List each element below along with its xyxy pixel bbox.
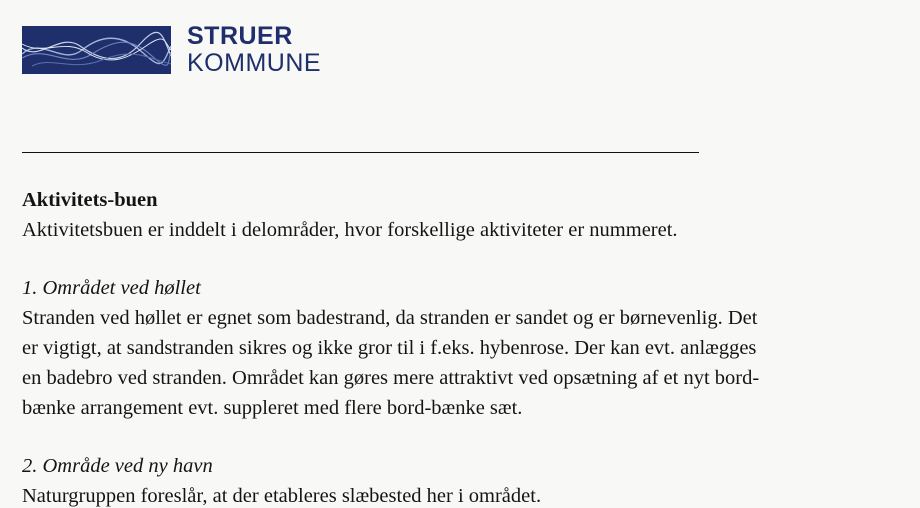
document-body	[22, 185, 892, 508]
logo-line-struer: STRUER	[187, 22, 293, 50]
section-1-line: bænke arrangement evt. suppleret med flere bord-bænke sæt.	[22, 397, 523, 419]
section-1-line: Stranden ved høllet er egnet som badestrand, da stranden er sandet og er børnevenlig. Det	[22, 307, 758, 329]
section-1-paragraph	[22, 303, 892, 423]
logo-line-kommune: KOMMUNE	[187, 49, 322, 77]
section-1-line: en badebro ved stranden. Området kan gøres mere attraktivt ved opsætning af et nyt bord-	[22, 367, 760, 389]
intro-paragraph: Aktivitetsbuen er inddelt i delområder, hvor forskellige aktiviteter er nummeret.	[22, 219, 678, 241]
section-2-line: Naturgruppen foreslår, at der etableres slæbested her i området.	[22, 485, 542, 507]
document-title: Aktivitets-buen	[22, 189, 158, 211]
struer-kommune-logo	[22, 24, 321, 76]
header-divider	[22, 152, 699, 153]
wave-logo-icon	[22, 26, 171, 74]
section-1-heading: 1. Området ved høllet	[22, 277, 201, 299]
section-2-heading: 2. Område ved ny havn	[22, 455, 213, 477]
logo-wordmark	[187, 24, 321, 76]
section-2-paragraph	[22, 481, 892, 508]
section-1-line: er vigtigt, at sandstranden sikres og ikke gror til i f.eks. hybenrose. Der kan evt. anlægges	[22, 337, 757, 359]
